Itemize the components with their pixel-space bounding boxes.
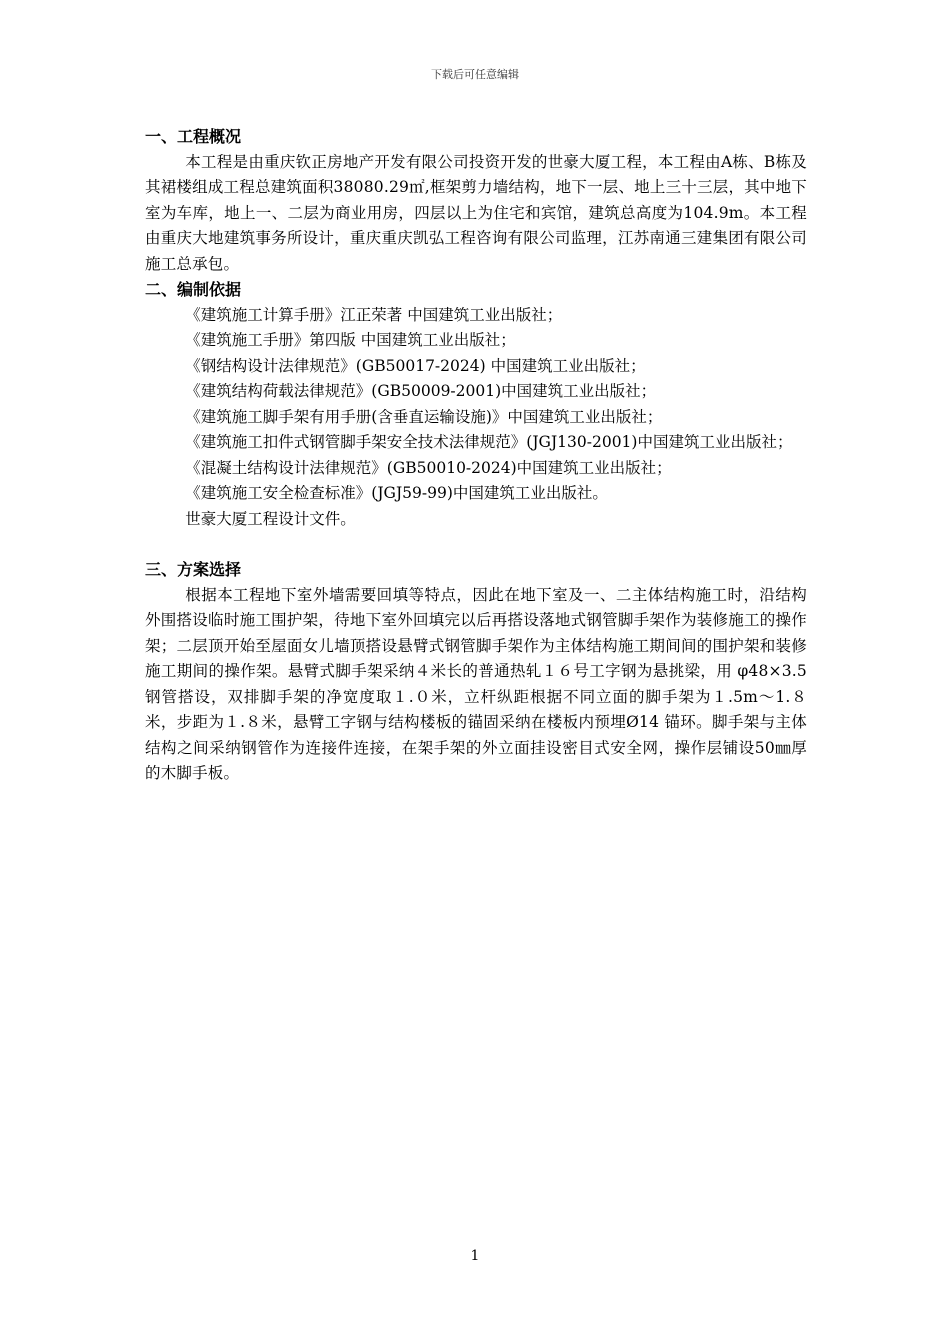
reference-item: 《钢结构设计法律规范》(GB50017-2024) 中国建筑工业出版社； [185, 356, 646, 375]
scheme-paragraph: 根据本工程地下室外墙需要回填等特点，因此在地下室及一、二主体结构施工时，沿结构外围搭设临时施工围护架，待地下室外回填完以后再搭设落地式钢管脚手架作为装修施工的操作架；二层顶开始至屋面女儿墙顶搭设悬臂式钢管脚手架作为主体结构施工期间间的围护架和装修施工期间的操作架。悬臂式脚手架采纳４米长的普通热轧１６号工字钢为悬挑梁，用 φ48×3.5 钢管搭设，双排脚手架的净宽度取１.０米，立杆纵距根据不同立面的脚手架为１.5m～1.８米，步距为１.８米，悬臂工字钢与结构楼板的锚固采纳在楼板内预埋Ø14 锚环。脚手架与主体结构之间采纳钢管作为连接件连接，在架手架的外立面挂设密目式安全网，操作层铺设50㎜厚的木脚手板。 [145, 585, 807, 782]
page-header: 下载后可任意编辑 [431, 68, 519, 81]
section-heading-basis: 二、编制依据 [145, 280, 242, 299]
reference-item: 《建筑施工扣件式钢管脚手架安全技术法律规范》(JGJ130-2001)中国建筑工业出版社； [185, 433, 793, 451]
section-heading-scheme: 三、方案选择 [145, 560, 242, 579]
reference-item: 《建筑施工手册》第四版 中国建筑工业出版社； [185, 331, 516, 349]
reference-item: 《建筑施工计算手册》江正荣著 中国建筑工业出版社； [185, 305, 563, 324]
reference-item: 世豪大厦工程设计文件。 [185, 509, 356, 528]
section-spacer [145, 532, 807, 557]
reference-item: 《建筑施工脚手架有用手册(含垂直运输设施)》中国建筑工业出版社； [185, 407, 663, 426]
page-number: 1 [470, 1248, 480, 1264]
document-body [145, 124, 807, 787]
reference-item: 《建筑结构荷载法律规范》(GB50009-2001)中国建筑工业出版社； [185, 382, 657, 400]
overview-paragraph: 本工程是由重庆钦正房地产开发有限公司投资开发的世豪大厦工程，本工程由A栋、B栋及其裙楼组成工程总建筑面积38080.29㎡,框架剪力墙结构，地下一层、地上三十三层，其中地下室为车库，地上一、二层为商业用房，四层以上为住宅和宾馆，建筑总高度为104.9m。本工程由重庆大地建筑事务所设计，重庆重庆凯弘工程咨询有限公司监理，江苏南通三建集团有限公司施工总承包。 [145, 152, 807, 273]
reference-item: 《混凝土结构设计法律规范》(GB50010-2024)中国建筑工业出版社； [185, 458, 672, 477]
section-heading-overview: 一、工程概况 [145, 127, 242, 146]
reference-item: 《建筑施工安全检查标准》(JGJ59-99)中国建筑工业出版社。 [185, 484, 608, 502]
